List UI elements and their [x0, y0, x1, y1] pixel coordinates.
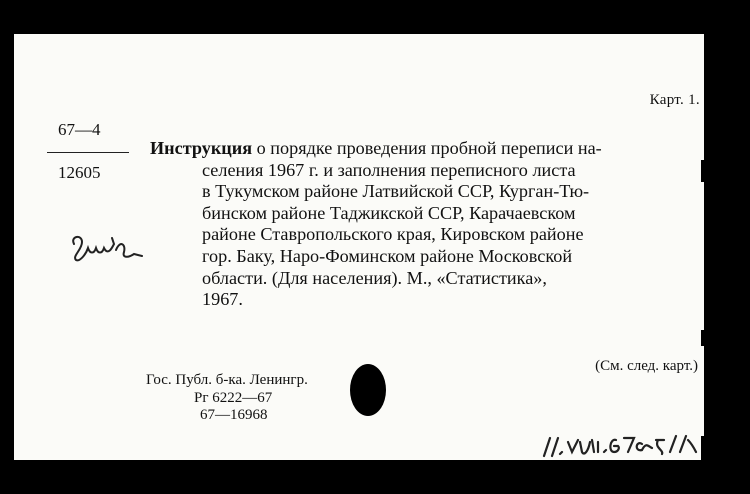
handwritten-mark [68, 230, 148, 266]
library-name: Гос. Публ. б-ка. Ленингр. [146, 372, 308, 388]
library-number: Рг 6222—67 [194, 389, 273, 406]
handwritten-date [538, 422, 702, 460]
punch-hole [350, 364, 386, 416]
entry-text: о порядке проведения пробной переписи на- [252, 138, 602, 158]
entry-line: районе Ставропольского края, Кировском районе [202, 224, 584, 245]
entry-title: Инструкция [150, 138, 253, 158]
edge-mark [701, 160, 704, 182]
accession-number: 67—16968 [200, 407, 268, 423]
entry-line: 1967. [202, 289, 243, 310]
entry-line: в Тукумском районе Латвийской ССР, Курган-Тю- [202, 181, 590, 202]
entry-line: селения 1967 г. и заполнения переписного листа [202, 159, 576, 180]
see-next-card-note: (См. след. карт.) [595, 358, 698, 374]
shelfmark-divider [47, 152, 129, 153]
entry-line: гор. Баку, Наро-Фоминском районе Московской [202, 245, 573, 266]
entry-line: бинском районе Таджикской ССР, Карачаевском [202, 202, 576, 223]
library-stamp [146, 372, 308, 425]
edge-mark [701, 436, 704, 460]
entry-line: области. (Для населения). М., «Статистика», [202, 267, 547, 288]
edge-mark [701, 330, 704, 346]
bibliographic-entry [150, 138, 703, 311]
catalog-card [14, 34, 704, 460]
card-number: Карт. 1. [649, 92, 700, 108]
entry-line [150, 138, 703, 160]
shelfmark-bottom: 12605 [58, 163, 101, 182]
shelfmark-top: 67—4 [58, 120, 101, 139]
